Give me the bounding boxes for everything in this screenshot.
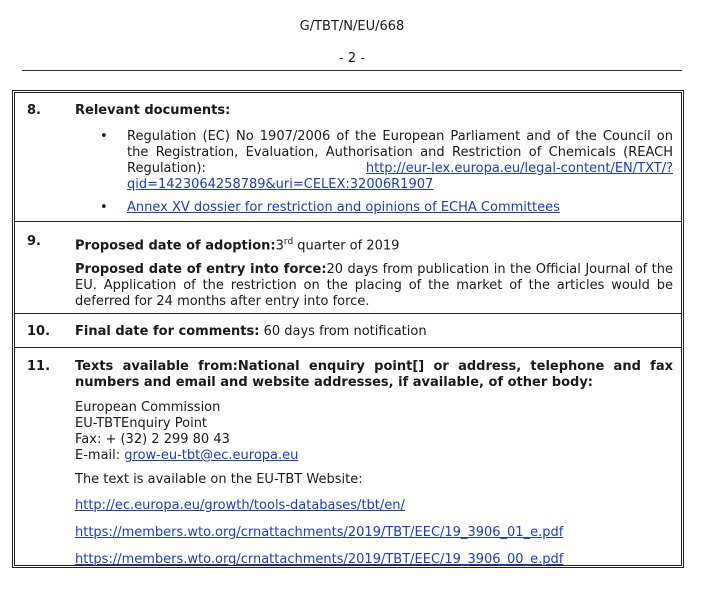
section-10-number: 10. [27, 324, 51, 339]
notification-table [12, 90, 684, 568]
contact-fax: Fax: + (32) 2 299 80 43 [75, 432, 230, 447]
email-label: E-mail: [75, 448, 125, 463]
section-9-content [75, 234, 673, 310]
relevant-documents-list [75, 129, 673, 216]
adoption-label: Proposed date of adoption: [75, 238, 276, 254]
contact-email [75, 448, 673, 464]
section-11-row [15, 347, 681, 565]
eu-tbt-website-link[interactable]: http://ec.europa.eu/growth/tools-databases/tbt/en/ [75, 498, 405, 513]
page-number: - 2 - [339, 51, 365, 66]
entry-into-force [75, 262, 673, 310]
entry-label: Proposed date of entry into force: [75, 262, 327, 278]
adoption-date [75, 234, 673, 254]
list-item [75, 200, 673, 216]
contact-block [75, 400, 673, 464]
email-link[interactable]: grow-eu-tbt@ec.europa.eu [124, 448, 299, 463]
section-9-row [15, 221, 681, 313]
section-11-number: 11. [27, 359, 51, 374]
adoption-value-rest: quarter of 2019 [293, 238, 400, 254]
document-reference: G/TBT/N/EU/668 [299, 19, 405, 34]
section-9-number: 9. [27, 234, 41, 249]
contact-point: EU-TBTEnquiry Point [75, 416, 208, 431]
annex-xv-link[interactable]: Annex XV dossier for restriction and opinions of ECHA Committees [127, 200, 560, 215]
wto-attachment-link-00[interactable]: https://members.wto.org/crnattachments/2019/TBT/EEC/19_3906_00_e.pdf [75, 552, 564, 567]
section-8-content [75, 103, 673, 216]
section-8-title: Relevant documents: [75, 103, 231, 118]
adoption-superscript: rd [283, 237, 294, 247]
adoption-value: 3 [275, 238, 284, 254]
section-11-content [75, 359, 673, 568]
section-10-row [15, 313, 681, 347]
final-date-label: Final date for comments: [75, 324, 260, 339]
eur-lex-link[interactable]: http://eur-lex.europa.eu/legal-content/EN/TXT/?qid=1423064258789&uri=CELEX:32006R1907 [127, 161, 673, 192]
availability-text: The text is available on the EU-TBT Website: [75, 472, 363, 487]
section-11-title: Texts available from:National enquiry point[] or address, telephone and fax numbers and email and website addresses, if available, of other body: [75, 359, 673, 390]
header-rule [22, 70, 682, 71]
regulation-text: Regulation (EC) No 1907/2006 of the European Parliament and of the Council on the Registration, Evaluation, Authorisation and Restriction of Chemicals (REACH Regulation): [127, 129, 673, 176]
bullet-icon: • [100, 129, 108, 144]
final-date-value: 60 days from notification [259, 324, 427, 339]
bullet-icon: • [100, 200, 108, 215]
section-10-content [75, 324, 673, 340]
wto-attachment-link-01[interactable]: https://members.wto.org/crnattachments/2019/TBT/EEC/19_3906_01_e.pdf [75, 525, 564, 540]
contact-org: European Commission [75, 400, 221, 415]
entry-value: 20 days from publication in the Official Journal of the EU. Application of the restriction on the placing of the market of the articles would be deferred for 24 months after entry into force. [75, 262, 673, 310]
list-item [75, 129, 673, 193]
section-8-number: 8. [27, 103, 41, 118]
section-8-row [15, 93, 681, 221]
